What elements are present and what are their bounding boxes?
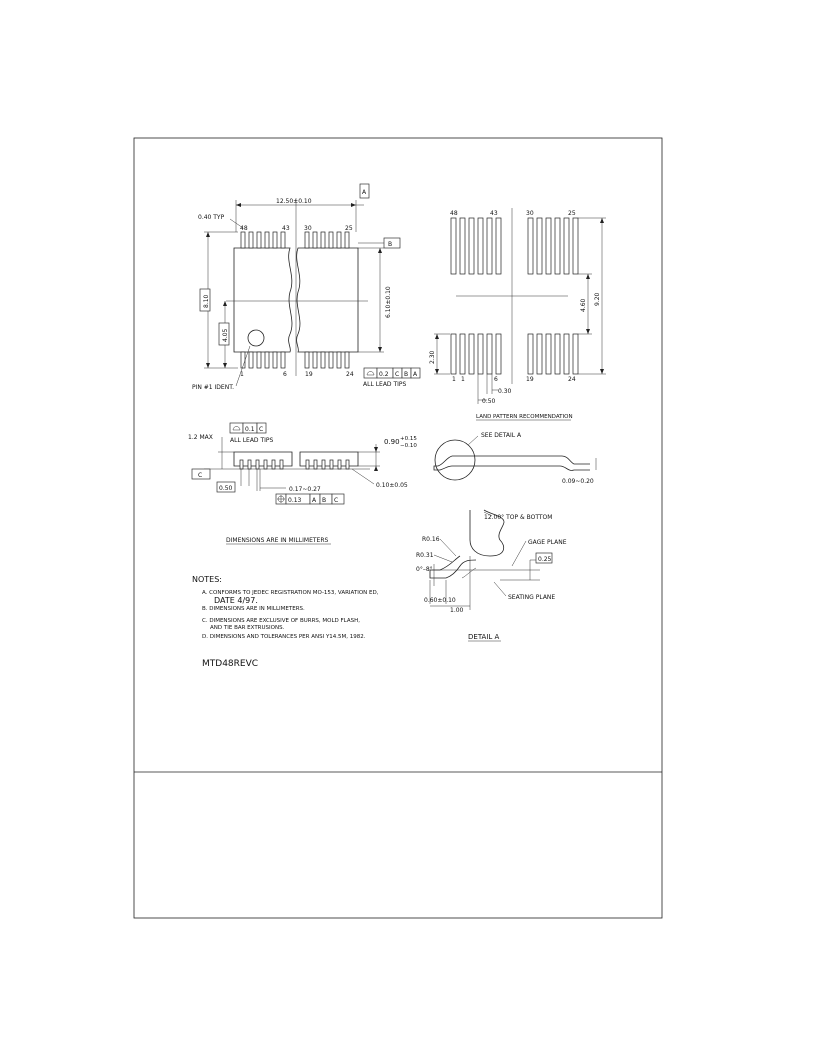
detail-a-callout-circle: [435, 440, 475, 480]
max-height-label: 1.2 MAX: [188, 434, 213, 441]
land-pin-bottom-2: 1: [461, 376, 465, 383]
foot-length-label: 0.60±0.10: [424, 597, 456, 604]
pin-label-top-1: 48: [240, 225, 248, 232]
land-pin-bottom-3: 6: [494, 376, 498, 383]
top-view-body-right: [297, 248, 358, 352]
position-datum-3: C: [334, 497, 339, 504]
pin-label-top-3: 30: [304, 225, 312, 232]
land-pin-top-2: 43: [490, 210, 498, 217]
overall-dimension-label: 8.10: [203, 294, 210, 308]
detail-a-r2: R0.31: [416, 552, 434, 559]
note-c-line2: AND TIE BAR EXTRUSIONS.: [210, 625, 285, 631]
detail-a-lead: [430, 556, 476, 578]
angle-range-label: 0°–8°: [416, 566, 433, 573]
position-datum-1: A: [312, 497, 317, 504]
land-pin-bottom-4: 19: [526, 376, 534, 383]
profile-datum-3: A: [413, 371, 418, 378]
land-inner-dimension-label: 4.60: [580, 298, 587, 312]
pin-label-bottom-1: 1: [240, 371, 244, 378]
pin1-ident-label: PIN #1 IDENT.: [192, 384, 235, 391]
land-pads-bottom-left: [451, 334, 501, 374]
side-detail-view: [434, 432, 596, 485]
length-dimension-label: 12.50±0.10: [276, 198, 312, 205]
lead-width-label: 0.17~0.27: [289, 486, 321, 493]
flatness-tolerance-frame: [230, 423, 266, 433]
land-pin-top-4: 25: [568, 210, 576, 217]
top-view-body-left: [234, 248, 292, 352]
land-pin-top-1: 48: [450, 210, 458, 217]
lead-thickness-label: 0.09~0.20: [562, 478, 594, 485]
note-d: D. DIMENSIONS AND TOLERANCES PER ANSI Y14.5M, 1982.: [202, 634, 366, 640]
land-pin-bottom-1: 1: [452, 376, 456, 383]
seating-plane-label: SEATING PLANE: [508, 594, 556, 601]
land-pads-top-left: [451, 218, 501, 274]
width-dimension-label: 6.10±0.10: [385, 286, 392, 318]
position-value: 0.13: [288, 497, 302, 504]
notes-block: [192, 575, 379, 640]
land-pitch-label: 0.50: [482, 398, 496, 405]
profile-datum-2: B: [404, 371, 409, 378]
flatness-value: 0.1: [245, 426, 255, 433]
pin-label-bottom-2: 6: [283, 371, 287, 378]
dimensions-note: DIMENSIONS ARE IN MILLIMETERS: [226, 537, 329, 544]
body-height-tol-plus: +0.15: [400, 436, 417, 442]
note-a: A. CONFORMS TO JEDEC REGISTRATION MO-153, VARIATION ED,: [202, 590, 379, 596]
datum-b-label: B: [388, 241, 393, 248]
gage-dim-label: 0.25: [538, 556, 552, 563]
pin-label-bottom-3: 19: [305, 371, 313, 378]
detail-a: [416, 510, 567, 641]
notes-heading: NOTES:: [192, 575, 222, 584]
flatness-datum: C: [259, 426, 264, 433]
all-lead-tips-note-top: ALL LEAD TIPS: [363, 381, 407, 388]
see-detail-a-label: SEE DETAIL A: [481, 432, 522, 439]
land-pad-length-label: 2.30: [429, 350, 436, 364]
top-view-leads-top: [241, 232, 349, 248]
pin-label-top-2: 43: [282, 225, 290, 232]
page-border: [134, 138, 662, 918]
land-pin-bottom-5: 24: [568, 376, 576, 383]
profile-tolerance-value: 0.2: [379, 371, 389, 378]
drawing-code: MTD48REVC: [202, 659, 259, 669]
detail-a-angle-note: 12.00° TOP & BOTTOM: [484, 514, 553, 521]
note-a-date: DATE 4/97.: [214, 596, 258, 605]
all-lead-tips-note-side: ALL LEAD TIPS: [230, 437, 274, 444]
pin-label-bottom-4: 24: [346, 371, 354, 378]
land-overall-dimension-label: 9.20: [594, 292, 601, 306]
note-c-line1: C. DIMENSIONS ARE EXCLUSIVE OF BURRS, MOLD FLASH,: [202, 618, 361, 624]
gage-plane-label: GAGE PLANE: [528, 539, 567, 546]
position-datum-2: B: [322, 497, 327, 504]
side-leads: [240, 460, 349, 469]
top-view: [192, 184, 420, 391]
body-height-label: 0.90: [384, 438, 400, 446]
datum-c-label: C: [198, 472, 203, 479]
detail-a-r1: R0.16: [422, 536, 440, 543]
pin-label-top-4: 25: [345, 225, 353, 232]
datum-a-label: A: [362, 189, 367, 196]
side-view: [188, 423, 417, 504]
pitch-dimension-label: 0.40 TYP: [198, 214, 225, 221]
position-tolerance-frame: [276, 494, 344, 504]
land-pads-bottom-right: [528, 334, 578, 374]
detail-a-title: DETAIL A: [468, 633, 500, 641]
note-b: B. DIMENSIONS ARE IN MILLIMETERS.: [202, 606, 305, 612]
body-height-tol-minus: −0.10: [400, 443, 417, 449]
profile-tolerance-frame: [364, 368, 420, 378]
top-view-leads-bottom: [241, 352, 349, 368]
land-pattern-title: LAND PATTERN RECOMMENDATION: [476, 414, 573, 420]
half-dimension-label: 4.05: [222, 328, 229, 342]
land-pattern: [429, 208, 606, 420]
land-pin-top-3: 30: [526, 210, 534, 217]
standoff-label: 0.10±0.05: [376, 482, 408, 489]
side-pitch-label: 0.50: [219, 485, 233, 492]
profile-datum-1: C: [395, 371, 400, 378]
pin1-marker: [248, 330, 264, 346]
land-pads-top-right: [528, 218, 578, 274]
land-pad-width-label: 0.30: [498, 388, 512, 395]
lead-length-label: 1.00: [450, 607, 464, 614]
